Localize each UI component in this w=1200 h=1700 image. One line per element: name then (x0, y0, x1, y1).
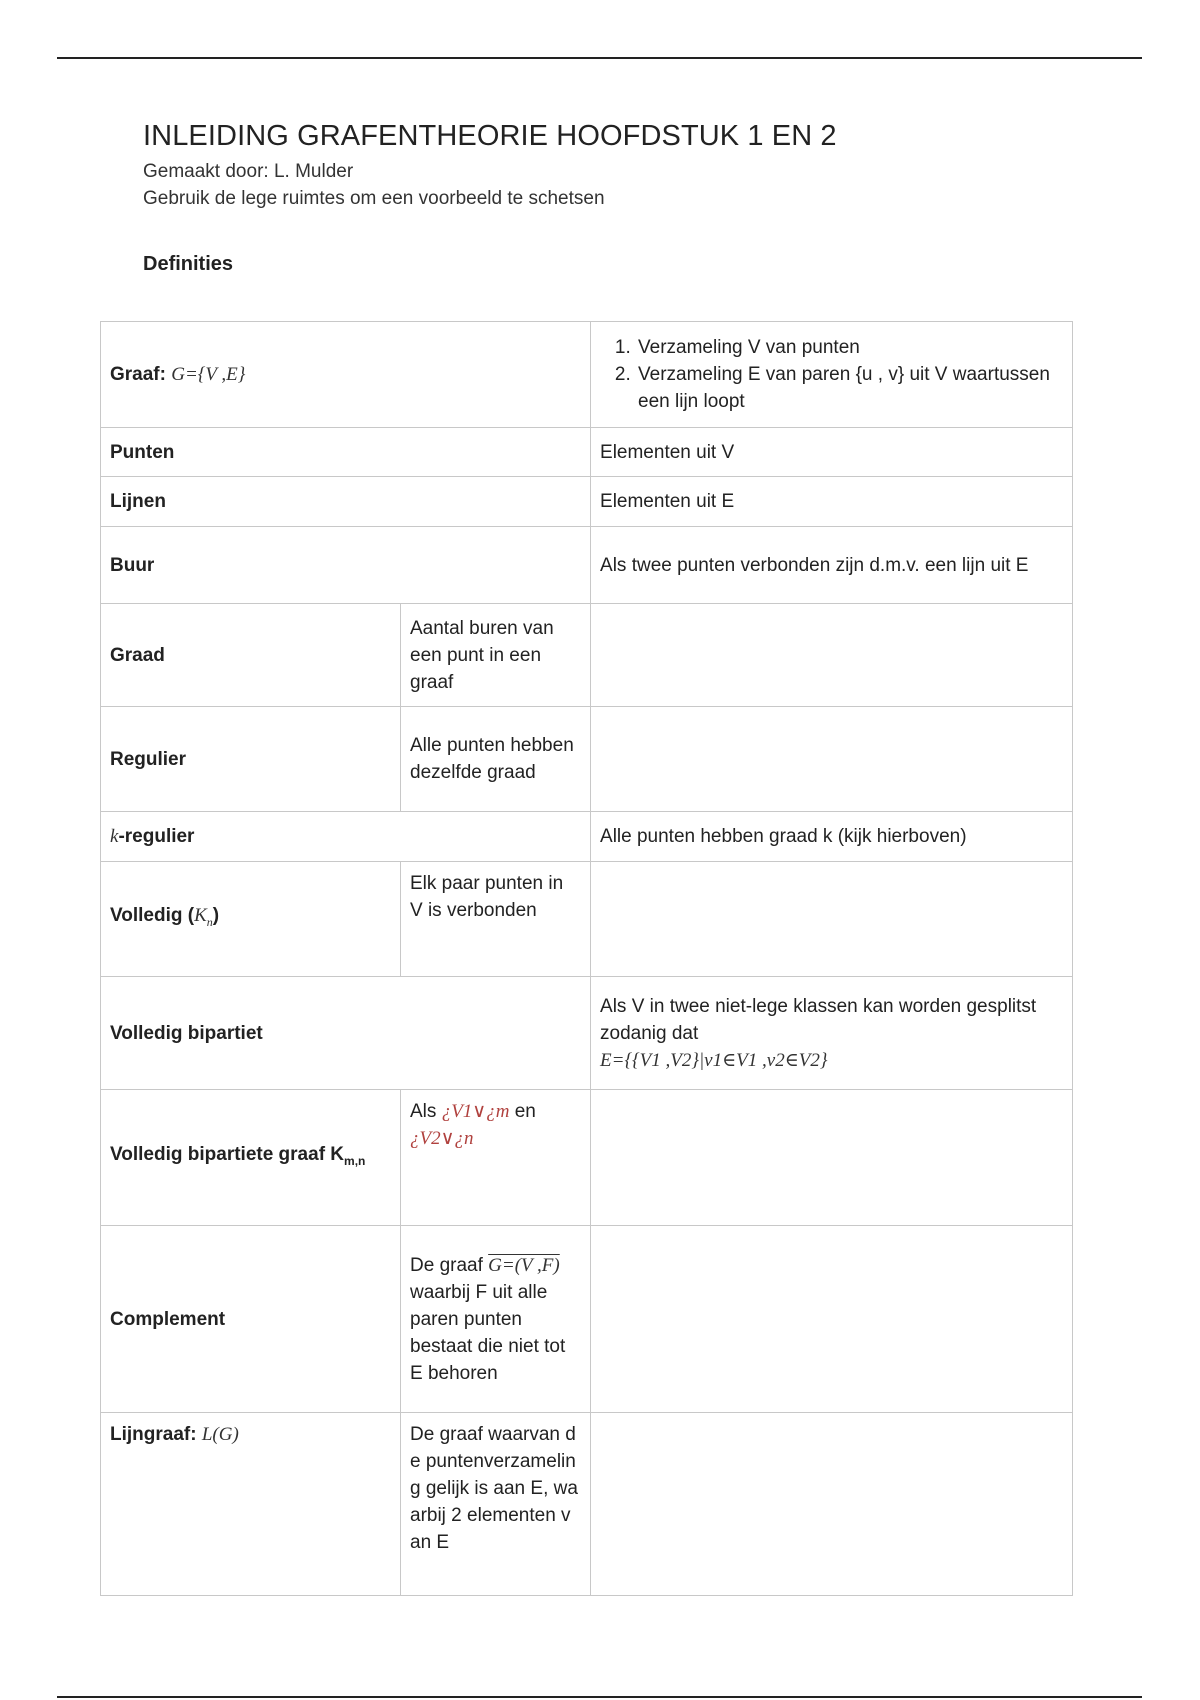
table-row (101, 428, 1073, 477)
sketch-space (591, 1090, 1073, 1226)
description-cell: De graaf waarvan de puntenverzameling gelijk is aan E, waarbij 2 elementen van E (401, 1413, 591, 1596)
description-cell: Aantal buren van een punt in een graaf (401, 604, 591, 707)
term-label: -regulier (118, 826, 195, 847)
cardinality-formula: ¿V2∨¿n (410, 1128, 474, 1149)
term-cell: Buur (101, 527, 591, 604)
sketch-space (591, 707, 1073, 812)
term-label: Graaf: (110, 364, 166, 385)
definition-text: Als V in twee niet-lege klassen kan worden gesplitst zodanig dat (600, 995, 1037, 1044)
desc-text: De graaf (410, 1254, 483, 1276)
table-row (101, 1413, 1073, 1596)
definitions-table (100, 321, 1073, 1596)
page-title: INLEIDING GRAFENTHEORIE HOOFDSTUK 1 EN 2 (143, 120, 837, 152)
table-row (101, 977, 1073, 1090)
list-item: 1. Verzameling V van punten (636, 334, 1063, 361)
term-cell: Volledig bipartiet (101, 977, 591, 1090)
table-row (101, 812, 1073, 862)
term-cell (101, 1090, 401, 1226)
kn-symbol: K (194, 905, 207, 927)
definition-list (600, 334, 1063, 415)
sketch-space (591, 862, 1073, 977)
graph-formula: G={V ,E} (171, 364, 246, 385)
sketch-space (591, 1226, 1073, 1413)
table-row (101, 1090, 1073, 1226)
desc-text: en (514, 1101, 536, 1122)
kmn-subscript: m,n (344, 1153, 366, 1168)
term-cell (101, 322, 591, 428)
table-row (101, 604, 1073, 707)
term-cell (101, 862, 401, 977)
table-row (101, 1226, 1073, 1413)
author-line: Gemaakt door: L. Mulder (143, 161, 354, 182)
description-cell: Elk paar punten in V is verbonden (401, 862, 591, 977)
bipartite-formula: E={{V1 ,V2}|v1∈V1 ,v2∈V2} (600, 1049, 828, 1071)
cardinality-formula: ¿V1∨¿m (441, 1101, 510, 1122)
definition-cell (591, 322, 1073, 428)
bottom-rule (57, 1696, 1142, 1698)
term-label: Lijngraaf: (110, 1424, 197, 1445)
description-cell (401, 1090, 591, 1226)
instruction-line: Gebruik de lege ruimtes om een voorbeeld te schetsen (143, 188, 605, 209)
table-row (101, 477, 1073, 527)
table-row (101, 322, 1073, 428)
desc-text: Als (410, 1101, 437, 1122)
term-cell: Regulier (101, 707, 401, 812)
table-row (101, 527, 1073, 604)
section-heading: Definities (143, 253, 234, 275)
definition-cell: Elementen uit V (591, 428, 1073, 477)
term-cell (101, 1413, 401, 1596)
term-cell: Lijnen (101, 477, 591, 527)
complement-formula: G=(V ,F) (488, 1254, 560, 1276)
term-cell: Complement (101, 1226, 401, 1413)
definition-cell: Elementen uit E (591, 477, 1073, 527)
term-label: Volledig ( (110, 905, 195, 927)
definition-cell: Alle punten hebben graad k (kijk hierboven) (591, 812, 1073, 862)
term-label: Volledig bipartiete graaf K (110, 1143, 345, 1165)
line-graph-formula: L(G) (201, 1424, 239, 1445)
description-cell (401, 1226, 591, 1413)
term-cell (101, 812, 591, 862)
description-cell: Alle punten hebben dezelfde graad (401, 707, 591, 812)
term-cell: Graad (101, 604, 401, 707)
top-rule (57, 57, 1142, 59)
table-row (101, 862, 1073, 977)
term-cell: Punten (101, 428, 591, 477)
sketch-space (591, 1413, 1073, 1596)
desc-text: waarbij F uit alle paren punten bestaat die niet tot E behoren (410, 1281, 566, 1384)
term-paren: ) (212, 905, 220, 927)
table-row (101, 707, 1073, 812)
definition-cell (591, 977, 1073, 1090)
k-variable: k (110, 826, 119, 847)
sketch-space (591, 604, 1073, 707)
kn-subscript: n (206, 914, 213, 929)
definition-cell: Als twee punten verbonden zijn d.m.v. een lijn uit E (591, 527, 1073, 604)
list-item: 2. Verzameling E van paren {u , v} uit V waartussen een lijn loopt (636, 361, 1063, 415)
